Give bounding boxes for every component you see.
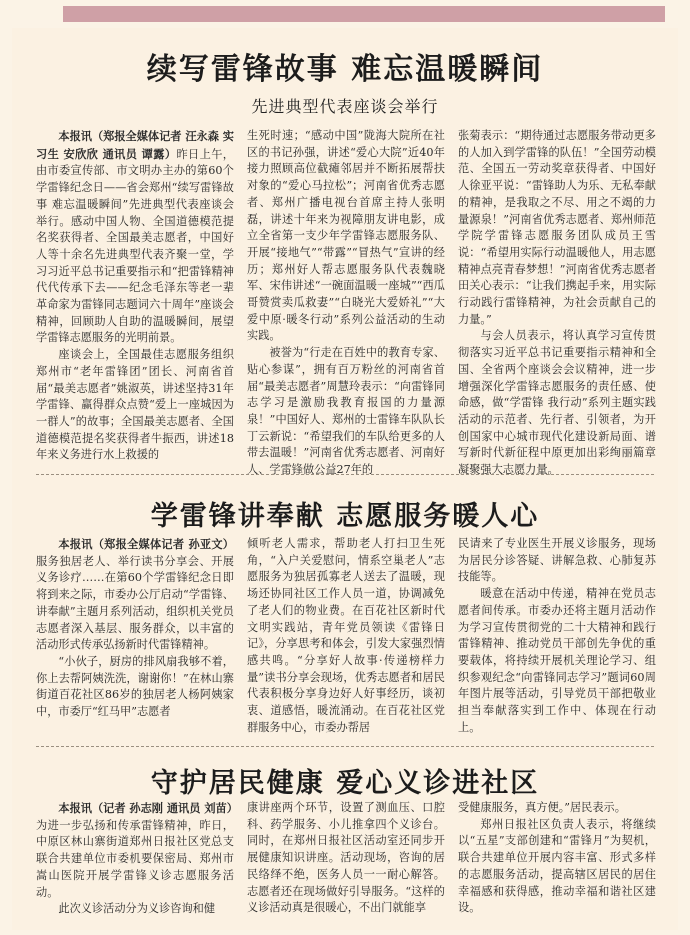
article1-subtitle: 先进典型代表座谈会举行 [251, 97, 439, 116]
article1-column-2 [247, 128, 445, 477]
article3-body [36, 800, 656, 928]
article2-title: 学雷锋讲奉献 志愿服务暖人心 [150, 501, 540, 532]
article2-body [36, 536, 656, 736]
article3-byline: 本报讯（记者 孙志刚 通讯员 刘苗） [58, 801, 238, 815]
article1-title: 续写雷锋故事 难忘温暖瞬间 [146, 52, 544, 87]
article3-column-1 [36, 800, 238, 928]
article3-title: 守护居民健康 爱心义诊进社区 [150, 768, 540, 799]
article2-para-2: “小伙子，厨房的排风扇我够不着，你上去帮阿姨洗洗，谢谢你！”在林山寨街道百花社区86岁的独居老人杨阿姨家中，市委厅“红马甲”志愿者 [36, 654, 234, 719]
article1-para-6: 与会人员表示，将认真学习宣传贯彻落实习近平总书记重要指示精神和全国、全省两个座谈会会议精神，进一步增强深化学雷锋志愿服务的责任感、使命感，做“学雷锋 我行动”系列主题实践活动的示范者、先行者、引领者，为开创国家中心城市现代化建设新局面、谱写新时代新征程中原更加出彩绚丽篇章凝聚强大志愿力量。 [458, 329, 656, 477]
article2-para-1: 本报讯（郑报全媒体记者 孙亚文）服务独居老人、举行读书分享会、开展义务诊疗……在第60个学雷锋纪念日即将到来之际，市委办公厅启动“学雷锋、讲奉献”主题月系列活动，组织机关党员志愿者深入基层、服务群众，以丰富的活动形式传承弘扬新时代雷锋精神。 [36, 537, 234, 652]
article2-para-5: 暖意在活动中传递，精神在党员志愿者间传承。市委办还将主题月活动作为学习宣传贯彻党的二十大精神和践行雷锋精神、推动党员干部创先争优的重要载体，将持续开展机关理论学习、组织参观纪念“向雷锋同志学习”题词60周年图片展等活动，引导党员干部把敬业担当奉献落实到工作中、体现在行动上。 [458, 587, 656, 734]
article1-byline: 本报讯（郑报全媒体记者 汪永森 实习生 安欣欣 通讯员 谭露） [36, 129, 234, 161]
top-color-bar [63, 6, 665, 22]
article1-para-1: 本报讯（郑报全媒体记者 汪永森 实习生 安欣欣 通讯员 谭露）昨日上午，由市委宣传部、市文明办主办的第60个学雷锋纪念日——省会郑州“续写雷锋故事 难忘温暖瞬间”先进典型代表座谈会举行。感动中国人物、全国道德模范提名奖获得者、全国最美志愿者，中国好人等十余名先进典型代表齐聚一堂，学习习近平总书记重要指示和“把雷锋精神代代传承下去——纪念毛泽东等老一辈革命家为雷锋同志题词六十周年”座谈会精神，回顾助人自助的温暖瞬间，展望学雷锋志愿服务的光明前景。 [36, 129, 234, 345]
article1-para-2: 座谈会上，全国最佳志愿服务组织郑州市“老年雷锋团”团长、河南省首届“最美志愿者”姚淑英，讲述坚持31年学雷锋、赢得群众点赞“爱上一座城因为一群人”的故事；全国最美志愿者、全国道德模范提名奖获得者牛振西，讲述18年来义务进行水上救援的 [36, 348, 234, 462]
article2-column-3 [458, 536, 656, 736]
article2-column-2 [247, 536, 445, 736]
article2-byline: 本报讯（郑报全媒体记者 孙亚文） [58, 537, 234, 551]
article2-para-4: 民请来了专业医生开展义诊服务，现场为居民分诊答疑、讲解急救、心肺复苏技能等。 [458, 537, 656, 584]
section-divider-1 [36, 474, 654, 475]
article2-column-1 [36, 536, 234, 736]
article3-column-3 [458, 800, 656, 928]
article1-column-3 [458, 128, 656, 477]
article1-column-1 [36, 128, 234, 463]
article1-body [36, 128, 656, 477]
article1-para-5: 张菊表示：“期待通过志愿服务带动更多的人加入到学雷锋的队伍！”全国劳动模范、全国五一劳动奖章获得者、中国好人徐亚平说：“雷锋助人为乐、无私奉献的精神，是我取之不尽、用之不竭的力量源泉！”河南省优秀志愿者、郑州师范学院学雷锋志愿服务团队成员王雪说：“希望用实际行动温暖他人，用志愿精神点亮青春梦想！”河南省优秀志愿者田关心表示：“让我们携起手来，用实际行动践行雷锋精神，为社会贡献自己的力量。” [458, 129, 656, 326]
article3-para-2: 此次义诊活动分为义诊咨询和健 [58, 902, 216, 916]
article1-para-3: 生死时速；“感动中国”陇海大院所在社区的书记孙强，讲述“爱心大院”近40年接力照顾高位截瘫邻居并不断拓展帮扶对象的“爱心马拉松”；河南省优秀志愿者、郑州广播电视台首席主持人张明磊，讲述十年来为视障朋友讲电影，成立全省第一支少年学雷锋志愿服务队、开展“接地气”“带露”“冒热气”宣讲的经历；郑州好人帮志愿服务队代表魏晓军、宋伟讲述“一碗面温暖一座城”“西瓜哥赞赏卖瓜救妻”“白晓光大爱娇礼”“大爱中原·暖冬行动”系列公益活动的生动实践。 [247, 129, 445, 343]
section-divider-2 [36, 746, 654, 747]
article2-para-3: 倾听老人需求，帮助老人打扫卫生死角，“入户关爱慰问，情系空巢老人”志愿服务为独居孤寡老人送去了温暖，现场还协同社区工作人员一道，协调减免了老人们的物业费。在百花社区新时代文明实践站，青年党员领读《雷锋日记》，分享思考和体会，引发大家强烈情感共鸣。“分享好人故事·传递榜样力量”读书分享会现场，优秀志愿者和居民代表积极分享身边好人好事经历，谈初衷、道感悟，暖流涌动。在百花社区党群服务中心，市委办帮居 [247, 537, 445, 734]
article3-para-5: 郑州日报社区负责人表示，将继续以“五星”支部创建和“雷锋月”为契机，联合共建单位开展内容丰富、形式多样的志愿服务活动，提高辖区居民的居住幸福感和获得感，推动幸福和谐社区建设。 [458, 817, 656, 915]
article3-column-2 [247, 800, 445, 928]
article1-para-4: 被誉为“行走在百姓中的教育专家、贴心参谋”，拥有百万粉丝的河南省首届“最美志愿者”周慧玲表示：“向雷锋同志学习是激励我教育报国的力量源泉！”中国好人、郑州的士雷锋车队队长丁云新说：“希望我们的车队给更多的人带去温暖！”河南省优秀志愿者、河南好人、学雷锋做公益27年的 [247, 346, 445, 477]
article3-para-3: 康讲座两个环节，设置了测血压、口腔科、药学服务、小儿推拿四个义诊台。同时，在郑州日报社区活动室还同步开展健康知识讲座。活动现场，咨询的居民络绎不绝，医务人员一一耐心解答。志愿者还在现场做好引导服务。“这样的义诊活动真是很暖心，不出门就能享 [247, 801, 445, 915]
article3-para-4: 受健康服务，真方便。”居民表示。 [458, 801, 626, 814]
article3-para-1: 本报讯（记者 孙志刚 通讯员 刘苗）为进一步弘扬和传承雷锋精神，昨日，中原区林山寨街道郑州日报社区党总支联合共建单位市委机要保密局、郑州市嵩山医院开展学雷锋义诊志愿服务活动。 [36, 801, 238, 899]
